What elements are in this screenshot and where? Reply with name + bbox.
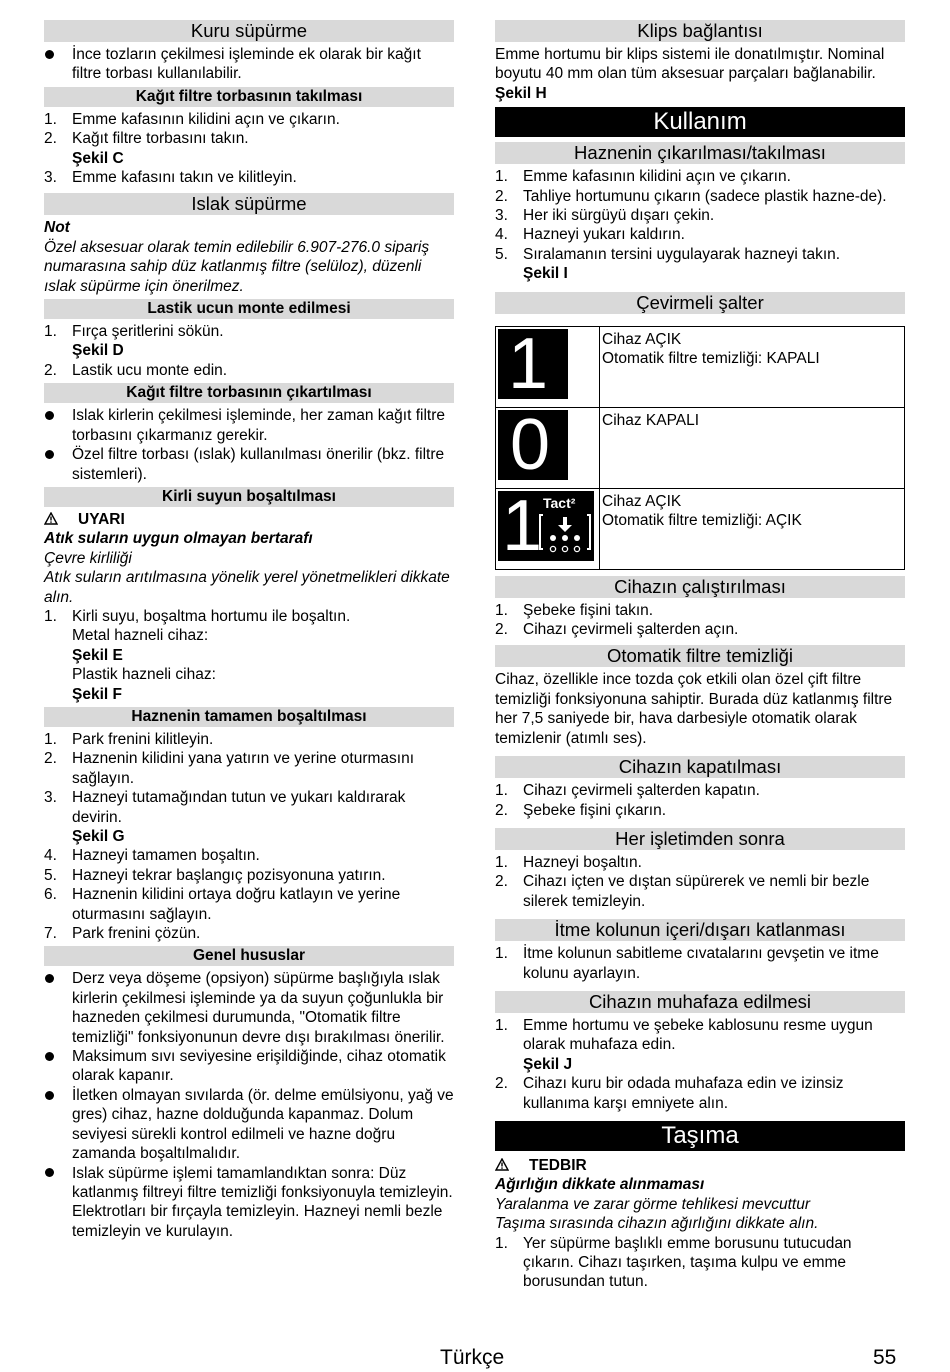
heading-hazne-tamamen: Haznenin tamamen boşaltılması (44, 707, 454, 727)
warning-label: UYARI (44, 510, 454, 529)
table-row: 0 Cihaz KAPALI (496, 407, 905, 488)
heading-lastik-uc: Lastik ucun monte edilmesi (44, 299, 454, 319)
page-number: 55 (873, 1346, 897, 1369)
list-item: İletken olmayan sıvılarda (ör. delme emülsiyonu, yağ ve gres) cihaz, hazne dolduğunda kapanmaz. Dolum seviyesi sürekli kontrol edilmeli ve hazne doğru zamanda boşaltılmalıdır. (44, 1086, 454, 1164)
list-item: 3. Her iki sürgüyü dışarı çekin. (495, 207, 715, 225)
figure-ref: Şekil G (72, 828, 125, 845)
list-item: 1. İtme kolunun sabitleme cıvatalarını gevşetin ve itme kolunu ayarlayın. (495, 945, 879, 982)
note-text: Özel aksesuar olarak temin edilebilir 6.907-276.0 sipariş numarasına sahip düz katlanmış filtre (selüloz), düzenli ıslak süpürme için önerilmez. (44, 238, 430, 295)
bullet-icon (44, 1047, 72, 1086)
figure-ref: Şekil E (72, 646, 123, 664)
caution-label: TEDBIR (495, 1156, 905, 1175)
warning-triangle-icon (44, 510, 78, 529)
heading-kuru-supurme: Kuru süpürme (44, 20, 454, 42)
table-row: 1 Cihaz AÇIK Otomatik filtre temizliği: KAPALI (496, 326, 905, 407)
heading-muhafaza: Cihazın muhafaza edilmesi (495, 991, 905, 1013)
switch-off-symbol: 0 (498, 410, 568, 480)
heading-genel-hususlar: Genel hususlar (44, 946, 454, 966)
list-item: 2. Haznenin kilidini yana yatırın ve yerine oturmasını sağlayın. (44, 750, 415, 787)
bullet-icon (44, 1086, 72, 1164)
list-item: 5. Sıralamanın tersini uygulayarak hazneyi takın. Şekil I (495, 245, 841, 283)
list-item: 6. Haznenin kilidini ortaya doğru katlayın ve yerine oturmasını sağlayın. (44, 886, 401, 923)
footer-language: Türkçe (440, 1346, 505, 1369)
figure-ref: Şekil I (523, 265, 568, 283)
list-item: 1. Emme kafasının kilidini açın ve çıkarın. (495, 168, 791, 186)
figure-ref: Şekil F (72, 685, 122, 703)
list-item: 1. Hazneyi boşaltın. (495, 853, 642, 871)
list-item: 2. Cihazı kuru bir odada muhafaza edin ve izinsiz kullanıma karşı emniyete alın. (495, 1075, 844, 1112)
list-item: 1. Emme kafasının kilidini açın ve çıkarın. (44, 110, 340, 128)
list-item: 1. Şebeke fişini takın. (495, 601, 654, 619)
heading-kirli-su: Kirli suyun boşaltılması (44, 487, 454, 507)
switch-on-symbol: 1 (498, 329, 568, 399)
list-item: 2. Cihazı çevirmeli şalterden açın. (495, 621, 739, 639)
list-item: 7. Park frenini çözün. (44, 925, 201, 943)
heading-her-isletimden: Her işletimden sonra (495, 828, 905, 850)
note-label: Not (44, 219, 70, 237)
table-row: 1 Tact² Cihaz AÇIK Otomatik filtre temizliği: AÇIK (496, 488, 905, 569)
bullet-icon (44, 1164, 72, 1242)
warning-triangle-icon (495, 1156, 529, 1175)
chapter-kullanim: Kullanım (495, 107, 905, 137)
list-item: 1. Fırça şeritlerini sökün. Şekil D (44, 323, 224, 360)
list-item: 2. Lastik ucu monte edin. (44, 361, 228, 379)
list-item: 4. Hazneyi tamamen boşaltın. (44, 847, 260, 865)
list-item: 3. Emme kafasını takın ve kilitleyin. (44, 169, 297, 187)
list-item: 1. Emme hortumu ve şebeke kablosunu resme uygun olarak muhafaza edin. Şekil J (495, 1016, 873, 1073)
figure-ref: Şekil H (495, 84, 547, 102)
bullet-icon (44, 406, 72, 445)
heading-islak-supurme: Islak süpürme (44, 193, 454, 215)
list-item: 1. Cihazı çevirmeli şalterden kapatın. (495, 782, 760, 800)
figure-ref: Şekil D (72, 342, 124, 360)
list-item: 2. Şebeke fişini çıkarın. (495, 801, 667, 819)
list-item: 2. Cihazı içten ve dıştan süpürerek ve nemli bir bezle silerek temizleyin. (495, 873, 870, 910)
list-item: İnce tozların çekilmesi işleminde ek olarak bir kağıt filtre torbası kullanılabilir. (44, 45, 454, 84)
list-item: 2. Tahliye hortumunu çıkarın (sadece plastik hazne-de). (495, 187, 887, 205)
heading-cevirmeli-salter: Çevirmeli şalter (495, 292, 905, 314)
bullet-icon (44, 45, 72, 84)
list-item: Islak süpürme işlemi tamamlandıktan sonra: Düz katlanmış filtreyi filtre temizliği fonksiyonuyla temizleyin. Elektrotları bir fırçayla temizleyin. Hazneyi nemli bezle temizleyin ve kurulayın. (44, 1164, 454, 1242)
figure-ref: Şekil C (72, 149, 124, 167)
heading-kapatilmasi: Cihazın kapatılması (495, 756, 905, 778)
list-item: 1. Kirli suyu, boşaltma hortumu ile boşaltın. Metal hazneli cihaz: Şekil E Plastik hazneli cihaz: Şekil F (44, 607, 351, 703)
figure-ref: Şekil J (523, 1055, 573, 1073)
list-item: Maksimum sıvı seviyesine erişildiğinde, cihaz otomatik olarak kapanır. (44, 1047, 454, 1086)
heading-hazne-cikarilmasi: Haznenin çıkarılması/takılması (495, 142, 905, 164)
list-item: Derz veya döşeme (opsiyon) süpürme başlığıyla ıslak kirlerin çekilmesi işleminde ya da suyun çoğunlukla bir hazneden çekilmesi durumunda, "Otomatik filtre temizliği" fonksiyonunun devre dışı bırakılması önerilir. (44, 969, 454, 1047)
switch-tact-symbol: 1 Tact² (498, 491, 594, 561)
bullet-icon (44, 445, 72, 484)
heading-calistirilmasi: Cihazın çalıştırılması (495, 576, 905, 598)
chapter-tasima: Taşıma (495, 1121, 905, 1151)
list-item: Özel filtre torbası (ıslak) kullanılması önerilir (bkz. filtre sistemleri). (44, 445, 454, 484)
list-item: 5. Hazneyi tekrar başlangıç pozisyonuna yatırın. (44, 866, 386, 884)
list-item: 1. Yer süpürme başlıklı emme borusunu tutucudan çıkarın. Cihazı taşırken, taşıma kulpu ve emme borusundan tutun. (495, 1234, 852, 1291)
heading-kagit-filtre-takilmasi: Kağıt filtre torbasının takılması (44, 87, 454, 107)
list-item: 4. Hazneyi yukarı kaldırın. (495, 226, 685, 244)
heading-klips: Klips bağlantısı (495, 20, 905, 42)
heading-kagit-filtre-cikartilmasi: Kağıt filtre torbasının çıkartılması (44, 383, 454, 403)
list-item: 2. Kağıt filtre torbasını takın. Şekil C (44, 130, 249, 167)
left-column: Kuru süpürme İnce tozların çekilmesi işleminde ek olarak bir kağıt filtre torbası kullanılabilir. Kağıt filtre torbasının takılması 1. Emme kafasının kilidini açın ve çıkarın. 2. Kağıt filtre torbasını takın. Şekil C 3. Emme kafasını takın ve kilitleyin. Islak süpürme Not Özel aksesuar olarak temin edilebilir 6.907-276.0 sipariş numarasına sahip düz katlanmış filtre (selüloz), düzenli ıslak süpürme için önerilmez. Lastik ucun monte edilmesi 1. Fırça şeritlerini sökün. Şekil D 2. Lastik ucu monte edin. Kağıt filtre torbasının çıkartılması Islak kirlerin çekilmesi işleminde, her zaman kağıt filtre torbasını çıkarmanız gerekir. Özel filtre torbası (ıslak) kullanılması önerilir (bkz. filtre sistemleri). Kirli suyun boşaltılması UYARI Atık suların uygun olmayan bertarafı Çevre kirliliği Atık suların arıtılmasına yönelik yerel yönetmelikleri dikkate alın. 1. Kirli suyu, boşaltma hortumu ile boşaltın. Metal hazneli cihaz: Şekil E Plastik hazneli cihaz: Şekil F Haznenin tamamen boşaltılması 1. Park frenini kilitleyin. 2. Haznenin kilidini yana yatırın ve yerine oturmasını sağlayın. 3. Hazneyi tutamağından tutun ve yukarı kaldırarak devirin. Şekil G 4. Hazneyi tamamen boşaltın. 5. Hazneyi tekrar başlangıç pozisyonuna yatırın. 6. Haznenin kilidini ortaya doğru katlayın ve yerine oturmasını sağlayın. 7. Park frenini çözün. Genel hususlar Derz veya döşeme (opsiyon) süpürme başlığıyla ıslak kirlerin çekilmesi işleminde ya da suyun çoğunlukla bir hazneden çekilmesi durumunda, "Otomatik filtre temizliği" fonksiyonunun devre dışı bırakılması önerilir. Maksimum sıvı seviyesine erişildiğinde, cihaz otomatik olarak kapanır. İletken olmayan sıvılarda (ör. delme emülsiyonu, yağ ve gres) cihaz, hazne dolduğunda kapanmaz. Dolum seviyesi sürekli kontrol edilmeli ve hazne doğru zamanda boşaltılmalıdır. Islak süpürme işlemi tamamlandıktan sonra: Düz katlanmış filtreyi filtre temizliği fonksiyonuyla temizleyin. Elektrotları bir fırçayla temizleyin. Hazneyi nemli bezle temizleyin ve kurulayın. (44, 20, 454, 1240)
bullet-icon (44, 969, 72, 1047)
list-item: 1. Park frenini kilitleyin. (44, 730, 214, 748)
right-column: Klips bağlantısı Emme hortumu bir klips sistemi ile donatılmıştır. Nominal boyutu 40 mm olan tüm aksesuar parçaları bağlanabilir. Şekil H Kullanım Haznenin çıkarılması/takılması 1. Emme kafasının kilidini açın ve çıkarın. 2. Tahliye hortumunu çıkarın (sadece plastik hazne-de). 3. Her iki sürgüyü dışarı çekin. 4. Hazneyi yukarı kaldırın. 5. Sıralamanın tersini uygulayarak hazneyi takın. Şekil I Çevirmeli şalter 1 Cihaz AÇIK Otomatik filtre temizliği: KAPALI 0 Cihaz KAPALI 1 Tact² Cihaz AÇIK Otomatik filtre temizliği: AÇIK Cihazın çalıştırılması 1. Şebeke fişini takın. 2. Cihazı çevirmeli şalterden açın. Otomatik filtre temizliği Cihaz, özellikle ince tozda çok etkili olan özel çift filtre temizliği fonksiyonuna sahiptir. Burada düz katlanmış filtre her 7,5 saniyede bir, hava darbesiyle otomatik olarak temizlenir (atımlı ses). Cihazın kapatılması 1. Cihazı çevirmeli şalterden kapatın. 2. Şebeke fişini çıkarın. Her işletimden sonra 1. Hazneyi boşaltın. 2. Cihazı içten ve dıştan süpürerek ve nemli bir bezle silerek temizleyin. İtme kolunun içeri/dışarı katlanması 1. İtme kolunun sabitleme cıvatalarını gevşetin ve itme kolunu ayarlayın. Cihazın muhafaza edilmesi 1. Emme hortumu ve şebeke kablosunu resme uygun olarak muhafaza edin. Şekil J 2. Cihazı kuru bir odada muhafaza edin ve izinsiz kullanıma karşı emniyete alın. Taşıma TEDBIR Ağırlığın dikkate alınmaması Yaralanma ve zarar görme tehlikesi mevcuttur Taşıma sırasında cihazın ağırlığını dikkate alın. 1. Yer süpürme başlıklı emme borusunu tutucudan çıkarın. Cihazı taşırken, taşıma kulpu ve emme borusundan tutun. (495, 18, 905, 1292)
tact-badge: Tact² (543, 494, 576, 511)
heading-itme-kolu: İtme kolunun içeri/dışarı katlanması (495, 919, 905, 941)
switch-table (495, 323, 905, 570)
filter-pulse-icon (538, 511, 592, 555)
heading-otomatik-filtre: Otomatik filtre temizliği (495, 645, 905, 667)
list-item: 3. Hazneyi tutamağından tutun ve yukarı kaldırarak devirin. Şekil G (44, 789, 406, 845)
list-item: Islak kirlerin çekilmesi işleminde, her zaman kağıt filtre torbasını çıkarmanız gerekir. (44, 406, 454, 445)
